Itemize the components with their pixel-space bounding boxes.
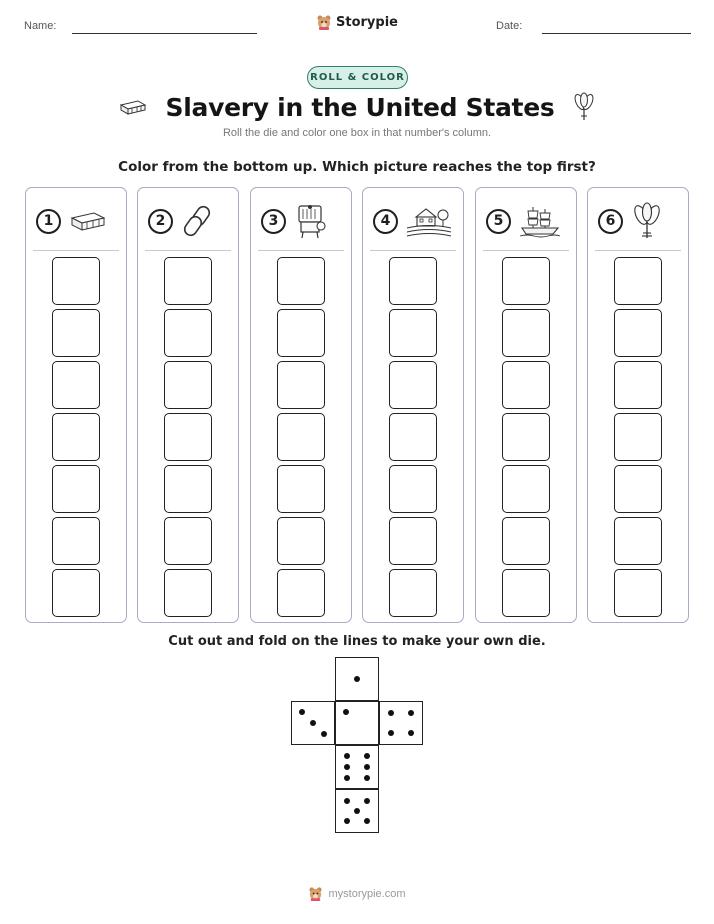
- column-divider: [595, 250, 681, 251]
- column-header: [148, 202, 230, 240]
- column-6: [587, 187, 689, 623]
- color-box[interactable]: [52, 361, 100, 409]
- color-box[interactable]: [52, 569, 100, 617]
- tobacco-plant-icon: [631, 202, 663, 240]
- die-pip: [299, 709, 305, 715]
- column-number: 5: [486, 209, 511, 234]
- column-number: 6: [598, 209, 623, 234]
- color-box[interactable]: [164, 413, 212, 461]
- instruction-text: Color from the bottom up. Which picture reaches the top first?: [118, 159, 596, 175]
- color-box[interactable]: [389, 309, 437, 357]
- name-label: Name:: [24, 20, 57, 32]
- color-box[interactable]: [389, 517, 437, 565]
- title-row: [0, 92, 714, 122]
- column-divider: [483, 250, 569, 251]
- color-box[interactable]: [164, 257, 212, 305]
- date-line[interactable]: [542, 33, 691, 34]
- color-box[interactable]: [164, 569, 212, 617]
- column-number: 4: [373, 209, 398, 234]
- page-title: Slavery in the United States: [165, 92, 555, 122]
- cotton-gin-icon: [294, 202, 326, 240]
- color-box[interactable]: [614, 569, 662, 617]
- column-5: [475, 187, 577, 623]
- die-pip: [408, 730, 414, 736]
- color-box[interactable]: [502, 309, 550, 357]
- die-pip: [321, 731, 327, 737]
- footer: [0, 886, 714, 901]
- color-box[interactable]: [389, 257, 437, 305]
- column-3: [250, 187, 352, 623]
- die-pip: [364, 775, 370, 781]
- cotton-bale-icon: [118, 97, 148, 117]
- column-number: 3: [261, 209, 286, 234]
- die-face-5: [335, 789, 379, 833]
- die-pip: [310, 720, 316, 726]
- die-pip: [354, 676, 360, 682]
- die-pip: [344, 798, 350, 804]
- color-box[interactable]: [502, 361, 550, 409]
- name-line[interactable]: [72, 33, 257, 34]
- color-box[interactable]: [52, 465, 100, 513]
- die-pip: [344, 775, 350, 781]
- color-box[interactable]: [614, 257, 662, 305]
- color-box[interactable]: [277, 257, 325, 305]
- column-1: [25, 187, 127, 623]
- column-divider: [370, 250, 456, 251]
- color-box[interactable]: [389, 413, 437, 461]
- die-pip: [344, 818, 350, 824]
- die-pip: [364, 818, 370, 824]
- cut-instruction: Cut out and fold on the lines to make your own die.: [168, 634, 546, 649]
- color-box[interactable]: [614, 309, 662, 357]
- column-divider: [33, 250, 119, 251]
- color-box[interactable]: [164, 517, 212, 565]
- column-divider: [145, 250, 231, 251]
- chain-links-icon: [181, 204, 215, 238]
- sailing-ship-icon: [519, 204, 561, 238]
- color-box[interactable]: [164, 465, 212, 513]
- die-pip: [344, 753, 350, 759]
- color-box[interactable]: [52, 309, 100, 357]
- color-box[interactable]: [277, 309, 325, 357]
- bear-mascot-icon: [316, 14, 332, 30]
- tobacco-plant-icon: [572, 92, 596, 122]
- bear-mascot-icon: [308, 886, 323, 901]
- column-2: [137, 187, 239, 623]
- color-box[interactable]: [389, 465, 437, 513]
- plantation-house-icon: [406, 204, 452, 238]
- color-box[interactable]: [502, 569, 550, 617]
- color-box[interactable]: [614, 361, 662, 409]
- column-header: [36, 202, 118, 240]
- column-header: [373, 202, 455, 240]
- die-pip: [388, 730, 394, 736]
- column-number: 1: [36, 209, 61, 234]
- column-header: [598, 202, 680, 240]
- color-box[interactable]: [164, 361, 212, 409]
- die-pip: [408, 710, 414, 716]
- color-box[interactable]: [502, 413, 550, 461]
- column-header: [261, 202, 343, 240]
- color-box[interactable]: [52, 257, 100, 305]
- color-box[interactable]: [277, 465, 325, 513]
- die-face-3: [291, 701, 335, 745]
- die-pip: [344, 764, 350, 770]
- die-pip: [354, 808, 360, 814]
- color-box[interactable]: [389, 569, 437, 617]
- roll-color-badge: ROLL & COLOR: [307, 66, 408, 89]
- color-box[interactable]: [502, 257, 550, 305]
- die-face-6: [335, 745, 379, 789]
- cotton-bale-icon: [69, 208, 107, 234]
- die-face-1: [335, 657, 379, 701]
- die-face-1-center: [335, 701, 379, 745]
- die-face-4: [379, 701, 423, 745]
- die-pip: [388, 710, 394, 716]
- color-box[interactable]: [614, 413, 662, 461]
- footer-url[interactable]: mystorypie.com: [328, 887, 406, 900]
- column-divider: [258, 250, 344, 251]
- column-header: [486, 202, 568, 240]
- brand-logo: [0, 14, 714, 30]
- column-number: 2: [148, 209, 173, 234]
- column-4: [362, 187, 464, 623]
- color-box[interactable]: [502, 517, 550, 565]
- color-box[interactable]: [277, 517, 325, 565]
- color-box[interactable]: [164, 309, 212, 357]
- color-box[interactable]: [389, 361, 437, 409]
- color-box[interactable]: [502, 465, 550, 513]
- color-box[interactable]: [277, 361, 325, 409]
- subtitle: Roll the die and color one box in that number's column.: [222, 127, 492, 139]
- date-label: Date:: [496, 20, 523, 32]
- die-pip: [364, 753, 370, 759]
- color-box[interactable]: [614, 517, 662, 565]
- color-box[interactable]: [52, 517, 100, 565]
- color-box[interactable]: [52, 413, 100, 461]
- color-box[interactable]: [277, 569, 325, 617]
- die-pip: [364, 764, 370, 770]
- die-pip: [343, 709, 349, 715]
- color-box[interactable]: [277, 413, 325, 461]
- color-box[interactable]: [614, 465, 662, 513]
- brand-name: Storypie: [336, 14, 398, 30]
- die-pip: [364, 798, 370, 804]
